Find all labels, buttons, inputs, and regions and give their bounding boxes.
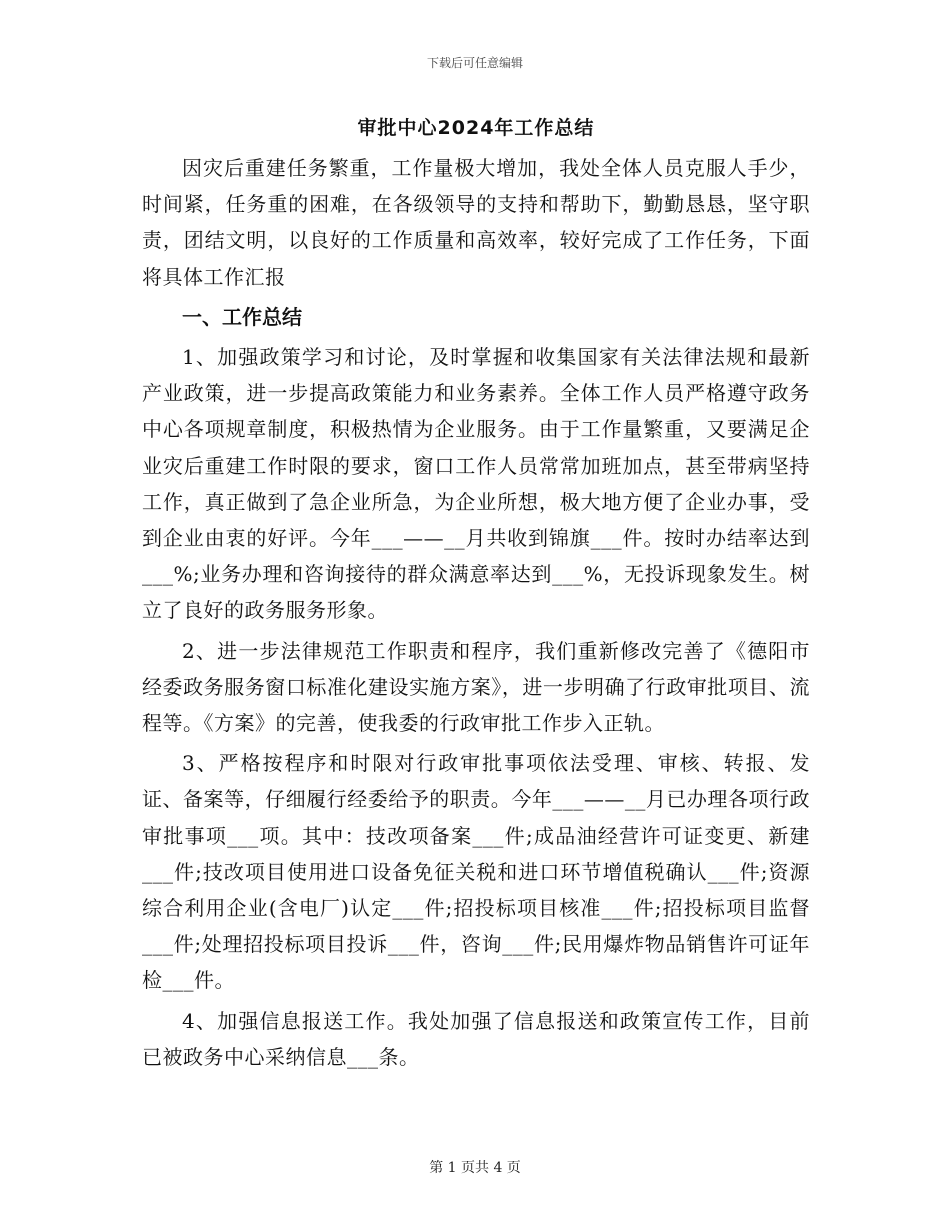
page-number: 第 1 页共 4 页 [429, 1160, 521, 1176]
document-body [142, 108, 810, 1075]
item-3-paragraph: 3、严格按程序和时限对行政审批事项依法受理、审核、转报、发证、备案等，仔细履行经委给予的职责。今年___——__月已办理各项行政审批事项___项。其中：技改项备案___件;成品油经营许可证变更、新建___件;技改项目使用进口设备免征关税和进口环节增值税确认___件;资源综合利用企业(含电厂)认定___件;招投标项目核准___件;招投标项目监督___件;处理招投标项目投诉___件，咨询___件;民用爆炸物品销售许可证年检___件。 [142, 751, 810, 993]
header-note: 下载后可任意编辑 [426, 56, 523, 70]
item-4-paragraph: 4、加强信息报送工作。我处加强了信息报送和政策宣传工作，目前已被政务中心采纳信息___条。 [142, 1008, 810, 1069]
item-2-paragraph: 2、进一步法律规范工作职责和程序，我们重新修改完善了《德阳市经委政务服务窗口标准化建设实施方案》，进一步明确了行政审批项目、流程等。《方案》的完善，使我委的行政审批工作步入正轨。 [142, 638, 810, 736]
intro-paragraph: 因灾后重建任务繁重，工作量极大增加，我处全体人员克服人手少，时间紧，任务重的困难，在各级领导的支持和帮助下，勤勤恳恳，坚守职责，团结文明，以良好的工作质量和高效率，较好完成了工作任务，下面将具体工作汇报 [142, 156, 810, 289]
section-heading: 一、工作总结 [182, 304, 302, 329]
item-1-paragraph: 1、加强政策学习和讨论，及时掌握和收集国家有关法律法规和最新产业政策，进一步提高政策能力和业务素养。全体工作人员严格遵守政务中心各项规章制度，积极热情为企业服务。由于工作量繁重，又要满足企业灾后重建工作时限的要求，窗口工作人员常常加班加点，甚至带病坚持工作，真正做到了急企业所急，为企业所想，极大地方便了企业办事，受到企业由衷的好评。今年___——__月共收到锦旗___件。按时办结率达到___%;业务办理和咨询接待的群众满意率达到___%，无投诉现象发生。树立了良好的政务服务形象。 [142, 345, 810, 623]
document-title: 审批中心2024年工作总结 [357, 117, 595, 139]
